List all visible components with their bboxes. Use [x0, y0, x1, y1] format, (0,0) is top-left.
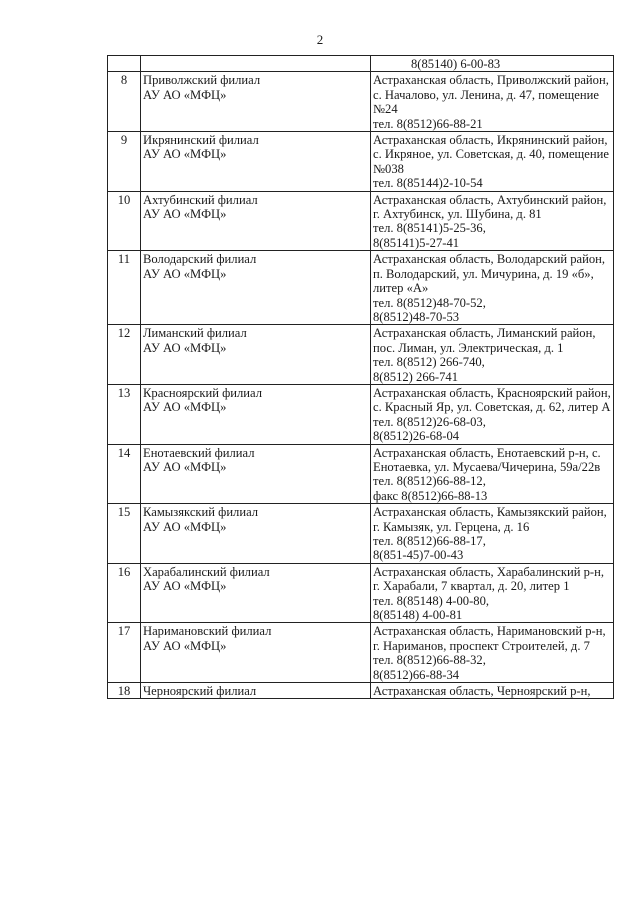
name-cell: Наримановский филиал АУ АО «МФЦ»	[141, 623, 371, 683]
name-cell: Приволжский филиал АУ АО «МФЦ»	[141, 72, 371, 132]
table-row	[108, 623, 614, 683]
table-row	[108, 191, 614, 251]
table-row-partial	[108, 683, 614, 699]
name-cell: Красноярский филиал АУ АО «МФЦ»	[141, 384, 371, 444]
address-cell: Астраханская область, Володарский район, п. Володарский, ул. Мичурина, д. 19 «б», литер «А» тел. 8(8512)48-70-52, 8(8512)48-70-53	[371, 251, 614, 325]
page-number: 2	[316, 32, 324, 47]
num-cell: 12	[108, 325, 141, 385]
name-cell: Харабалинский филиал АУ АО «МФЦ»	[141, 563, 371, 623]
num-cell	[108, 56, 141, 72]
branch-table	[107, 55, 614, 699]
num-cell: 15	[108, 504, 141, 564]
table-row	[108, 504, 614, 564]
num-cell: 16	[108, 563, 141, 623]
table-row	[108, 325, 614, 385]
name-cell: Лиманский филиал АУ АО «МФЦ»	[141, 325, 371, 385]
address-cell: Астраханская область, Ахтубинский район, г. Ахтубинск, ул. Шубина, д. 81 тел. 8(85141)5-25-36, 8(85141)5-27-41	[371, 191, 614, 251]
address-cell: Астраханская область, Наримановский р-н, г. Нариманов, проспект Строителей, д. 7 тел. 8(8512)66-88-32, 8(8512)66-88-34	[371, 623, 614, 683]
num-cell: 10	[108, 191, 141, 251]
num-cell: 9	[108, 132, 141, 192]
num-cell: 13	[108, 384, 141, 444]
num-cell: 11	[108, 251, 141, 325]
name-cell	[141, 56, 371, 72]
address-cell: Астраханская область, Лиманский район, пос. Лиман, ул. Электрическая, д. 1 тел. 8(8512) 266-740, 8(8512) 266-741	[371, 325, 614, 385]
name-cell: Черноярский филиал	[141, 683, 371, 699]
address-cell: Астраханская область, Харабалинский р-н, г. Харабали, 7 квартал, д. 20, литер 1 тел. 8(85148) 4-00-80, 8(85148) 4-00-81	[371, 563, 614, 623]
table-row	[108, 251, 614, 325]
address-cell: Астраханская область, Камызякский район, г. Камызяк, ул. Герцена, д. 16 тел. 8(8512)66-88-17, 8(851-45)7-00-43	[371, 504, 614, 564]
num-cell: 17	[108, 623, 141, 683]
address-cell: Астраханская область, Икрянинский район, с. Икряное, ул. Советская, д. 40, помещение №038 тел. 8(85144)2-10-54	[371, 132, 614, 192]
num-cell: 14	[108, 444, 141, 504]
table-row	[108, 444, 614, 504]
address-cell: Астраханская область, Приволжский район, с. Началово, ул. Ленина, д. 47, помещение №24 тел. 8(8512)66-88-21	[371, 72, 614, 132]
table-row	[108, 132, 614, 192]
address-cell: Астраханская область, Красноярский район, с. Красный Яр, ул. Советская, д. 62, литер А тел. 8(8512)26-68-03, 8(8512)26-68-04	[371, 384, 614, 444]
num-cell: 8	[108, 72, 141, 132]
num-cell: 18	[108, 683, 141, 699]
address-cell: 8(85140) 6-00-83	[371, 56, 614, 72]
name-cell: Володарский филиал АУ АО «МФЦ»	[141, 251, 371, 325]
name-cell: Камызякский филиал АУ АО «МФЦ»	[141, 504, 371, 564]
table-row	[108, 384, 614, 444]
name-cell: Енотаевский филиал АУ АО «МФЦ»	[141, 444, 371, 504]
table-row	[108, 563, 614, 623]
address-cell: Астраханская область, Черноярский р-н,	[371, 683, 614, 699]
table-row	[108, 72, 614, 132]
table-row-continuation	[108, 56, 614, 72]
name-cell: Икрянинский филиал АУ АО «МФЦ»	[141, 132, 371, 192]
address-cell: Астраханская область, Енотаевский р-н, с. Енотаевка, ул. Мусаева/Чичерина, 59а/22в тел. 8(8512)66-88-12, факс 8(8512)66-88-13	[371, 444, 614, 504]
name-cell: Ахтубинский филиал АУ АО «МФЦ»	[141, 191, 371, 251]
